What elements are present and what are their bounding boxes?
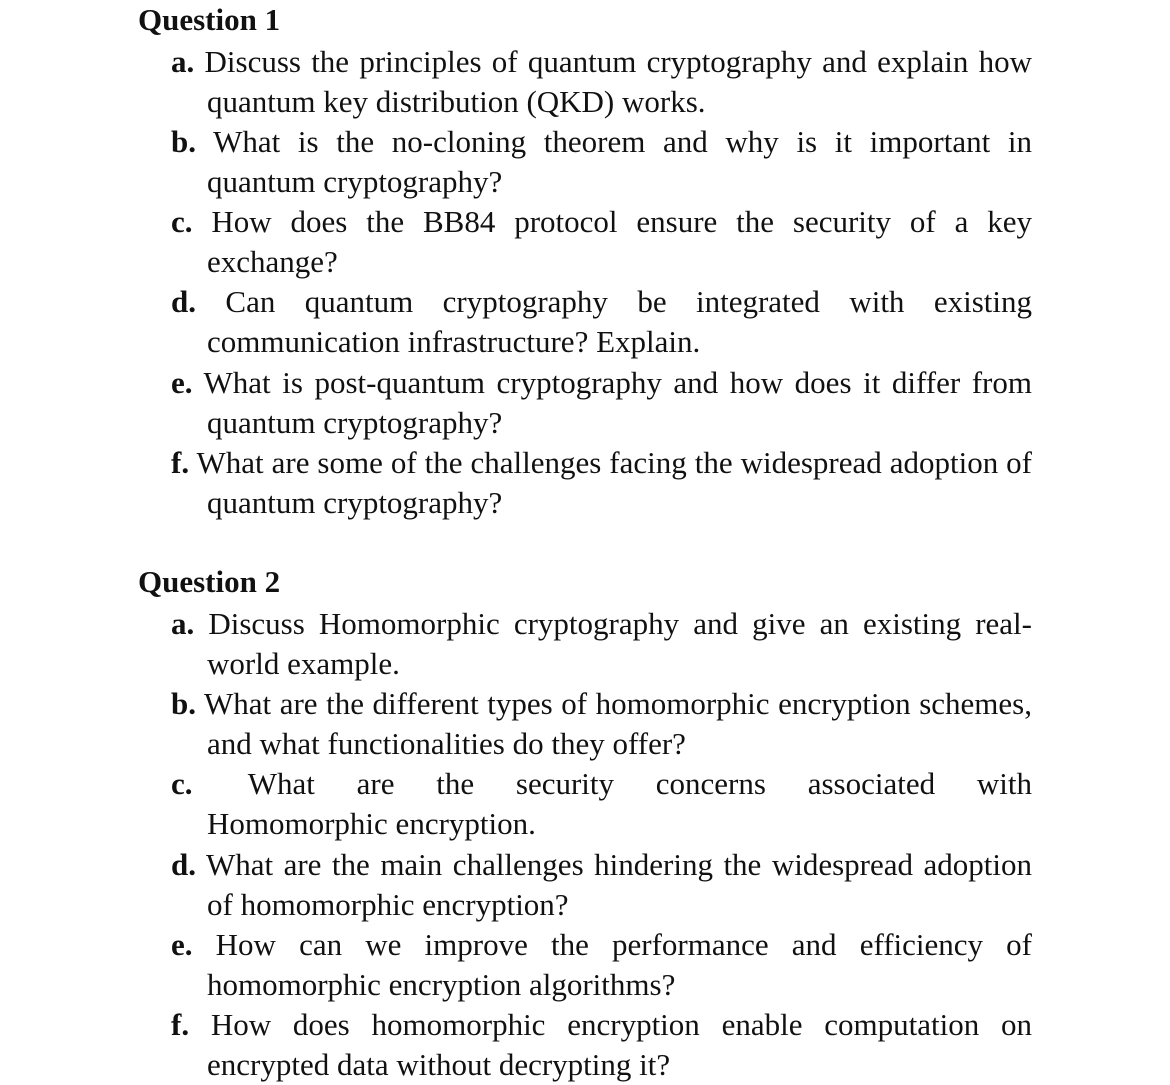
item-label: c. [171, 766, 193, 801]
question-1-item-d [171, 282, 1032, 362]
question-2-item-a [171, 604, 1032, 684]
item-text: How does homomorphic encryption enable computation on encrypted data without decrypting it? [207, 1007, 1032, 1083]
item-label: b. [171, 686, 196, 721]
item-text: What is the no-cloning theorem and why is it important in quantum cryptography? [207, 124, 1032, 200]
question-1-item-e [171, 363, 1032, 443]
item-label: d. [171, 284, 196, 319]
question-2-title: Question 2 [138, 564, 281, 599]
item-first-line [171, 764, 1032, 804]
item-text: What are some of the challenges facing the widespread adoption of quantum cryptography? [196, 445, 1032, 521]
item-label: f. [171, 1007, 190, 1042]
item-label: a. [171, 606, 195, 641]
item-text: Can quantum cryptography be integrated with existing communication infrastructure? Explain. [207, 284, 1033, 360]
item-text: How does the BB84 protocol ensure the security of a key exchange? [207, 204, 1032, 280]
question-1-item-a [171, 42, 1032, 122]
item-text: What is post-quantum cryptography and how does it differ from quantum cryptography? [203, 365, 1032, 441]
item-label: e. [171, 365, 193, 400]
question-2-item-d [171, 845, 1032, 925]
item-label: f. [171, 445, 190, 480]
question-2-item-c [171, 764, 1032, 844]
item-text: What are the different types of homomorphic encryption schemes, and what functionalities do they offer? [204, 686, 1032, 762]
question-2-item-b [171, 684, 1032, 764]
item-label: a. [171, 44, 195, 79]
question-1-item-c [171, 202, 1032, 282]
item-label: c. [171, 204, 193, 239]
item-label: d. [171, 847, 196, 882]
question-2-item-f [171, 1005, 1032, 1085]
item-text: Discuss Homomorphic cryptography and give an existing real-world example. [207, 606, 1032, 682]
item-text: Discuss the principles of quantum cryptography and explain how quantum key distribution (QKD) works. [204, 44, 1033, 120]
question-1-title: Question 1 [138, 2, 281, 37]
question-1-item-f [171, 443, 1032, 523]
item-label: e. [171, 927, 193, 962]
item-text-line-1: What are the security concerns associated with [247, 766, 1032, 801]
item-label: b. [171, 124, 196, 159]
item-text-line-2: Homomorphic encryption. [207, 806, 536, 842]
item-text: What are the main challenges hindering the widespread adoption of homomorphic encryption? [205, 847, 1032, 923]
question-2-item-e [171, 925, 1032, 1005]
question-1-item-b [171, 122, 1032, 202]
item-text: How can we improve the performance and efficiency of homomorphic encryption algorithms? [207, 927, 1033, 1003]
